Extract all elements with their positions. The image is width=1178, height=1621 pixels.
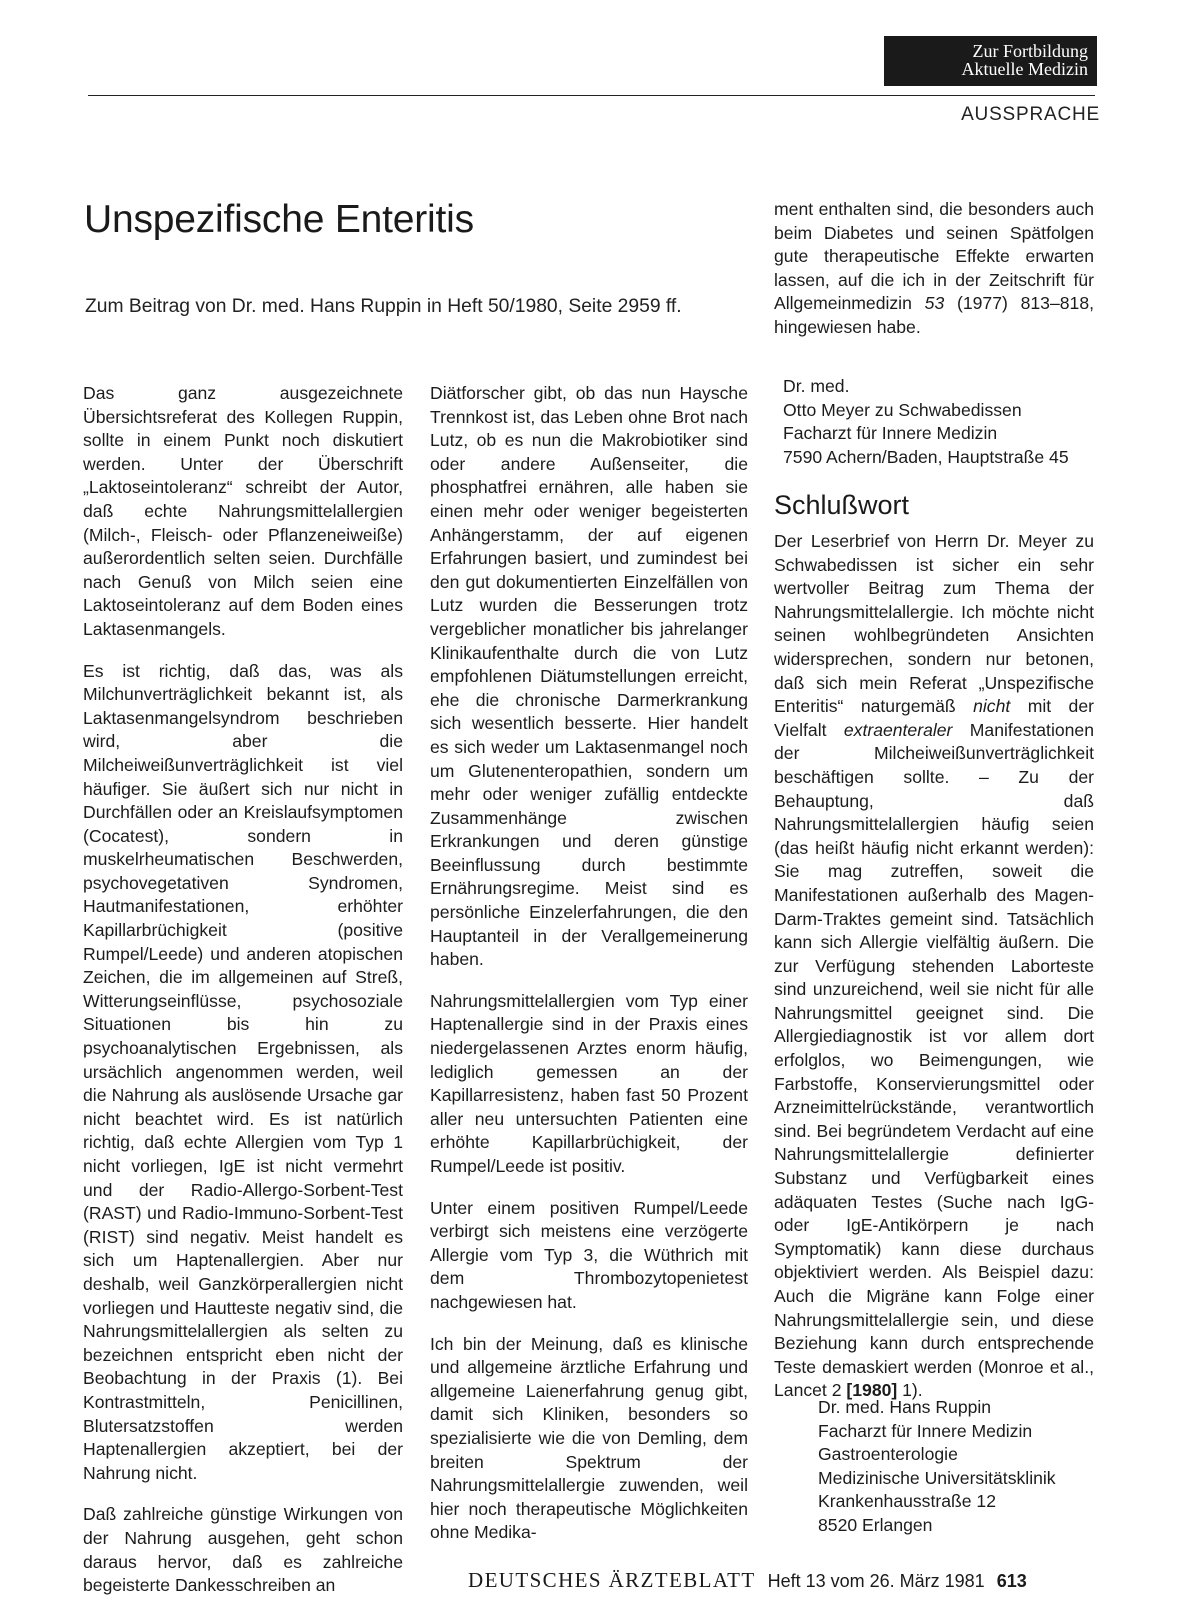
letter-paragraph: Nahrungsmittelallergien vom Typ einer Haptenallergie sind in der Praxis eines niedergelassenen Arztes enorm häufig, lediglich gemessen an der Kapillarresistenz, haben fast 50 Prozent aller neu untersuchten Patienten eine erhöhte Kapillarbrüchigkeit, der Rumpel/Leede ist positiv. xyxy=(430,990,748,1176)
reply-signature xyxy=(818,1396,1056,1538)
letter-end-text: ment enthalten sind, die besonders auch beim Diabetes und seinen Spätfolgen gute therapeutische Effekte erwarten lassen, auf die ich in der Zeitschrift für Allgemeinmedizin xyxy=(774,199,1094,314)
reply-column xyxy=(774,530,1094,1403)
reply-italic: nicht xyxy=(973,696,1011,717)
letter-paragraph: Daß zahlreiche günstige Wirkungen von der Nahrung ausgehen, geht schon daraus hervor, daß es zahlreiche begeisterte Dankesschreiben an xyxy=(83,1504,403,1596)
signature-line: Gastroenterologie xyxy=(818,1444,958,1465)
letter-signature xyxy=(783,375,1069,469)
page-footer xyxy=(468,1568,1027,1593)
reply-paragraph xyxy=(774,530,1094,1403)
letter-paragraph: Es ist richtig, daß das, was als Milchunverträglichkeit bekannt ist, als Laktasenmangelsyndrom beschrieben wird, aber die Milcheiweißunverträglichkeit ist viel häufiger. Sie äußert sich nur nicht in Durchfällen oder an Kreislaufsymptomen (Cocatest), sondern in muskelrheumatischen Beschwerden, psychovegetativen Syndromen, Hautmanifestationen, erhöhter Kapillarbrüchigkeit (positive Rumpel/Leede) und anderen atopischen Zeichen, die im allgemeinen auf Streß, Witterungseinflüsse, psychosoziale Situationen bis hin zu psychoanalytischen Ergebnissen, als ursächlich angenommen werden, weil die Nahrung als auslösende Ursache gar nicht beachtet wird. Es ist natürlich richtig, daß echte Allergien vom Typ 1 nicht vorliegen, IgE ist nicht vermehrt und der Radio-Allergo-Sorbent-Test (RAST) und Radio-Immuno-Sorbent-Test (RIST) sind negativ. Meist handelt es sich um Haptenallergien. Aber nur deshalb, weil Ganzkörperallergien nicht vorliegen und Hautteste negativ sind, die Nahrungsmittelallergien als selten zu bezeichnen entspricht eben nicht der Beobachtung in der Praxis (1). Bei Kontrastmitteln, Penicillinen, Blutersatzstoffen werden Haptenallergien akzeptiert, bei der Nahrung nicht. xyxy=(83,660,403,1483)
reply-title: Schlußwort xyxy=(774,490,910,520)
signature-line: Medizinische Universitätsklinik xyxy=(818,1467,1056,1488)
letter-column-3 xyxy=(774,198,1094,340)
letter-paragraph: Ich bin der Meinung, daß es klinische und allgemeine ärztliche Erfahrung und allgemeine Laienerfahrung genug gibt, damit sich Kliniken, besonders so spezialisierte wie die von Demling, dem breiten Spektrum der Nahrungsmittelallergie zuwenden, weil hier noch therapeutische Möglichkeiten ohne Medika- xyxy=(430,1333,748,1543)
letter-column-2 xyxy=(430,382,748,1545)
reply-text: Der Leserbrief von Herrn Dr. Meyer zu Schwabedissen ist sicher ein sehr wertvoller Beitrag zum Thema der Nahrungsmittelallergie. Ich möchte nicht seinen wohlbegründeten Ansichten widersprechen, sondern nur betonen, daß sich mein Referat „Unspezifische Enteritis“ naturgemäß xyxy=(774,531,1094,717)
article-subtitle: Zum Beitrag von Dr. med. Hans Ruppin in Heft 50/1980, Seite 2959 ff. xyxy=(85,296,682,317)
letter-end-text: (1977) 813–818, hingewiesen habe. xyxy=(774,293,1094,337)
section-label: AUSSPRACHE xyxy=(961,104,1100,125)
badge-line-2: Aktuelle Medizin xyxy=(961,59,1088,79)
signature-line: 7590 Achern/Baden, Hauptstraße 45 xyxy=(783,446,1069,467)
page-number: 613 xyxy=(996,1571,1027,1591)
reply-text: mit der Vielfalt xyxy=(774,696,1094,740)
letter-paragraph-end xyxy=(774,198,1094,340)
reply-bold-year: [1980] xyxy=(846,1380,898,1401)
reply-text: 1). xyxy=(897,1380,923,1401)
signature-line: Krankenhausstraße 12 xyxy=(818,1491,996,1512)
signature-line: Facharzt für Innere Medizin xyxy=(783,423,998,444)
journal-name: DEUTSCHES ÄRZTEBLATT xyxy=(468,1568,756,1592)
letter-paragraph: Unter einem positiven Rumpel/Leede verbirgt sich meistens eine verzögerte Allergie vom Typ 3, die Wüthrich mit dem Thrombozytopenietest nachgewiesen hat. xyxy=(430,1197,748,1312)
reply-text: Manifestationen der Milcheiweißunverträglichkeit beschäftigen sollte. – Zu der Behauptung, daß Nahrungsmittelallergien häufig seien (das heißt häufig nicht erkannt werden): Sie mag zutreffen, soweit die Manifestationen außerhalb des Magen-Darm-Traktes gemeint sind. Tatsächlich kann sich Allergie vielfältig äußern. Die zur Verfügung stehenden Laborteste sind unzureichend, weil sie nicht für alle Nahrungsmittel geeignet sind. Die Allergiediagnostik ist vor allem dort erfolglos, wo Beimengungen, wie Farbstoffe, Konservierungsmittel oder Arzneimittelrückstände, verantwortlich sind. Bei begründetem Verdacht auf eine Nahrungsmittelallergie definierter Substanz und Verfügbarkeit eines adäquaten Testes (Suche nach IgG- oder IgE-Antikörpern je nach Symptomatik) kann diese durchaus objektiviert werden. Als Beispiel dazu: Auch die Migräne kann Folge einer Nahrungsmittelallergie sein, und diese Beziehung kann durch entsprechende Teste demaskiert werden (Monroe et al., Lancet 2 xyxy=(774,719,1094,1401)
section-badge xyxy=(884,36,1097,86)
header-rule xyxy=(88,95,1095,96)
article-title: Unspezifische Enteritis xyxy=(84,198,474,241)
signature-line: Otto Meyer zu Schwabedissen xyxy=(783,399,1022,420)
letter-paragraph: Das ganz ausgezeichnete Übersichtsreferat des Kollegen Ruppin, sollte in einem Punkt noch diskutiert werden. Unter der Überschrift „Laktoseintoleranz“ schreibt der Autor, daß echte Nahrungsmittelallergien (Milch-, Fleisch- oder Pflanzeneiweiße) außerordentlich selten seien. Durchfälle nach Genuß von Milch seien eine Laktoseintoleranz auf dem Boden eines Laktasenmangels. xyxy=(83,383,403,639)
signature-line: Dr. med. xyxy=(783,376,850,396)
issue-info: Heft 13 vom 26. März 1981 xyxy=(767,1571,985,1591)
signature-line: Facharzt für Innere Medizin xyxy=(818,1420,1033,1441)
letter-column-1 xyxy=(83,382,403,1598)
signature-line: 8520 Erlangen xyxy=(818,1514,933,1535)
signature-line: Dr. med. Hans Ruppin xyxy=(818,1397,992,1417)
reply-italic: extraenteraler xyxy=(843,719,953,740)
letter-paragraph: Diätforscher gibt, ob das nun Haysche Trennkost ist, das Leben ohne Brot nach Lutz, ob es nun die Makrobiotiker sind oder andere Außenseiter, die phosphatfrei ernähren, alle haben sie einen mehr oder weniger begeisterten Anhängerstamm, der auf eigenen Erfahrungen basiert, und zumindest bei den gut dokumentierten Einzelfällen von Lutz wurden die Besserungen trotz vergeblicher monatlicher bis jahrelanger Klinikaufenthalte durch die von Lutz empfohlenen Diätumstellungen erreicht, ehe die chronische Darmerkrankung sich wesentlich besserte. Hier handelt es sich weder um Laktasenmangel noch um Glutenenteropathien, sondern um mehr oder weniger zufällig entdeckte Zusammenhänge zwischen Erkrankungen und deren günstige Beeinflussung durch bestimmte Ernährungsregime. Meist sind es persönliche Einzelerfahrungen, die den Hauptanteil in der Verallgemeinerung haben. xyxy=(430,383,748,970)
volume-number: 53 xyxy=(924,293,945,314)
badge-line-1: Zur Fortbildung xyxy=(972,41,1088,61)
